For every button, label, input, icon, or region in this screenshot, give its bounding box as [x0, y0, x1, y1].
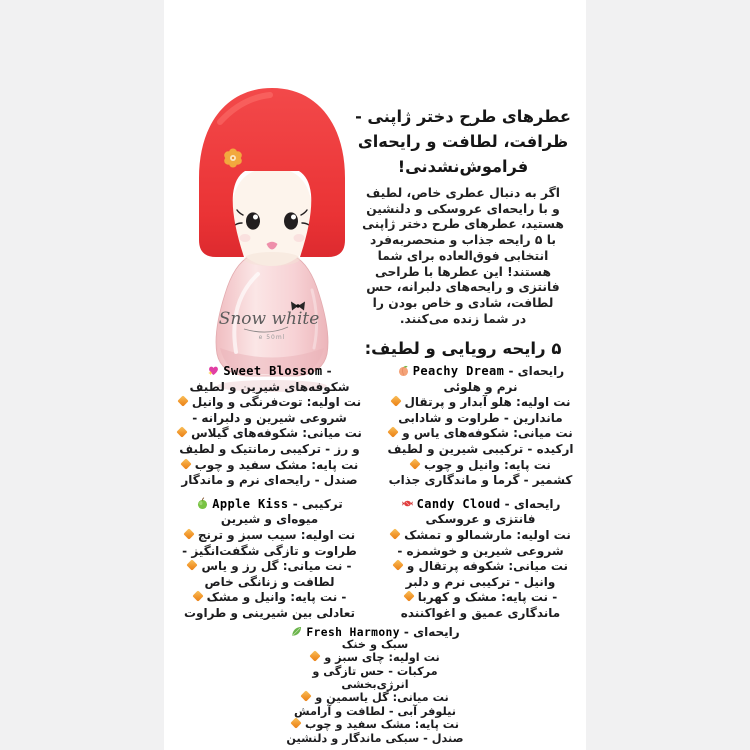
fragrance-sections [164, 364, 586, 745]
label-sub-text: e 50ml [258, 334, 286, 341]
section-apple-kiss [164, 497, 375, 622]
text-line: نت میانی: شکوفه‌های گیلاس [164, 426, 375, 442]
text-line: نت میانی: شکوفه‌های یاس و [375, 426, 586, 442]
green-apple-icon [196, 497, 209, 510]
text-line: - طراوت و تازگی شگفت‌انگیز [182, 543, 357, 558]
orange-diamond-icon [183, 528, 194, 539]
section-name-en: Peachy Dream [412, 364, 505, 378]
section-title-tail: - رایحه‌ای [508, 364, 565, 378]
text-line: هستید، عطرهای طرح دختر ژاپنی [362, 217, 564, 232]
orange-diamond-icon [392, 559, 403, 570]
section-title [375, 497, 586, 513]
text-line: انرژی‌بخشی [341, 678, 409, 692]
orange-diamond-icon [409, 458, 420, 469]
orange-diamond-icon [389, 528, 400, 539]
text-line: نرم و هلوئی [443, 379, 518, 394]
text-line: تعادلی بین شیرینی و طراوت [183, 605, 356, 620]
text-line: انتخابی فوق‌العاده برای شما [377, 248, 549, 263]
text-line: نت اولیه: چای سبز و [164, 651, 586, 664]
orange-diamond-icon [301, 691, 312, 702]
orange-diamond-icon [180, 458, 191, 469]
text-line: لطافت، شادی و خاص بودن را [372, 295, 554, 310]
text-line: عطرهای طرح دختر ژاپنی - [355, 107, 571, 126]
text-line: و رز - ترکیبی رمانتیک و لطیف [179, 441, 360, 456]
section-peachy-dream [375, 364, 586, 489]
sparkling-heart-icon [207, 364, 220, 377]
text-line: نت اولیه: توت‌فرنگی و وانیل [164, 395, 375, 411]
orange-diamond-icon [403, 591, 414, 602]
section-fresh-harmony [164, 625, 586, 746]
text-line: صندل - سبکی ماندگار و دلنشین [286, 731, 464, 745]
text-line: و با رایحه‌ای عروسکی و دلنشین [366, 201, 560, 216]
text-line: صندل - رایحه‌ای نرم و ماندگار [181, 473, 358, 488]
text-line: میوه‌ای و شیرین [220, 512, 319, 527]
section-sweet-blossom [164, 364, 375, 489]
text-line: نت میانی: شکوفه پرتقال و [375, 559, 586, 575]
text-line: سبک و خنک [341, 637, 409, 651]
text-line: نت پایه: وانیل و مشک - [164, 590, 375, 606]
section-title-tail: - رایحه‌ای [403, 624, 460, 639]
section-title-tail: - [326, 364, 332, 378]
section-candy-cloud [375, 497, 586, 622]
section-title [164, 364, 375, 380]
text-line: نت پایه: مشک سفید و چوب [164, 458, 375, 474]
text-line: ظرافت، لطافت و رایحه‌ای [357, 132, 569, 151]
text-line: نت پایه: مشک سفید و چوب [164, 718, 586, 731]
text-line: وانیل - ترکیبی نرم و دلبر [405, 574, 556, 589]
orange-diamond-icon [176, 427, 187, 438]
orange-diamond-icon [310, 651, 321, 662]
text-line: نیلوفر آبی - لطافت و آرامش [294, 704, 456, 718]
content-sheet [164, 0, 586, 750]
subheading: ۵ رایحه رویایی و لطیف: [364, 339, 562, 359]
text-line: با ۵ رایحه جذاب و منحصربه‌فرد [370, 233, 556, 248]
text-line: کشمیر - گرما و ماندگاری جذاب [388, 473, 573, 488]
text-line: ماندگاری عمیق و اغواکننده [400, 605, 561, 620]
section-notes [375, 380, 586, 489]
text-line: فانتزی و عروسکی [425, 512, 536, 527]
section-name-en: Fresh Harmony [306, 625, 400, 639]
section-name-en: Apple Kiss [212, 496, 289, 511]
cheek-blush-left [240, 234, 251, 242]
text-line: نت میانی: گل یاسمین و [164, 691, 586, 704]
section-title [375, 364, 586, 380]
text-line: ارکیده - ترکیبی شیرین و لطیف [387, 441, 574, 456]
section-notes [164, 512, 375, 621]
doll-face [231, 168, 313, 266]
text-line: نت پایه: وانیل و چوب [375, 458, 586, 474]
leaf-icon [290, 625, 303, 638]
peach-icon [397, 364, 410, 377]
orange-diamond-icon [187, 559, 198, 570]
text-line: نت پایه: مشک و کهربا - [375, 590, 586, 606]
section-title-tail: - ترکیبی [292, 496, 343, 511]
headline [342, 104, 584, 179]
text-line: شکوفه‌های شیرین و لطیف [189, 379, 350, 394]
intro-paragraph [342, 186, 584, 327]
text-line: در شما زنده می‌کنند. [399, 311, 527, 326]
section-title-tail: - رایحه‌ای [504, 496, 561, 511]
text-line: نت اولیه: مارشمالو و تمشک [375, 528, 586, 544]
section-notes [375, 512, 586, 621]
text-line: ماندارین - طراوت و شادابی [398, 410, 563, 425]
text-line: نت میانی: گل رز و یاس - [164, 559, 375, 575]
orange-diamond-icon [177, 396, 188, 407]
caption-column [342, 104, 584, 358]
section-name-en: Candy Cloud [416, 496, 501, 511]
section-title [164, 625, 586, 638]
cheek-blush-right [294, 234, 305, 242]
text-line: نت اولیه: سیب سبز و ترنج [164, 528, 375, 544]
orange-diamond-icon [290, 718, 301, 729]
text-line: مرکبات - حس تازگی و [312, 664, 438, 678]
text-line: نت اولیه: هلو آبدار و پرتقال [375, 395, 586, 411]
orange-diamond-icon [388, 427, 399, 438]
candy-icon [401, 497, 414, 510]
section-name-en: Sweet Blossom [223, 364, 323, 378]
text-line: لطافت و زنانگی خاص [204, 574, 335, 589]
text-line: اگر به دنبال عطری خاص، لطیف [366, 186, 560, 200]
text-line: - شروعی شیرین و خوشمزه [397, 543, 564, 558]
section-notes [164, 638, 586, 745]
text-line: فانتزی و رایحه‌های دلبرانه، حس [366, 280, 560, 295]
orange-diamond-icon [192, 591, 203, 602]
orange-diamond-icon [390, 396, 401, 407]
text-line: - شروعی شیرین و دلبرانه [192, 410, 347, 425]
section-notes [164, 380, 375, 489]
label-script-text: Snow white [218, 309, 320, 329]
text-line: هستند! این عطرها با طراحی [375, 264, 551, 279]
section-title [164, 497, 375, 513]
text-line: فراموش‌نشدنی! [397, 157, 529, 176]
